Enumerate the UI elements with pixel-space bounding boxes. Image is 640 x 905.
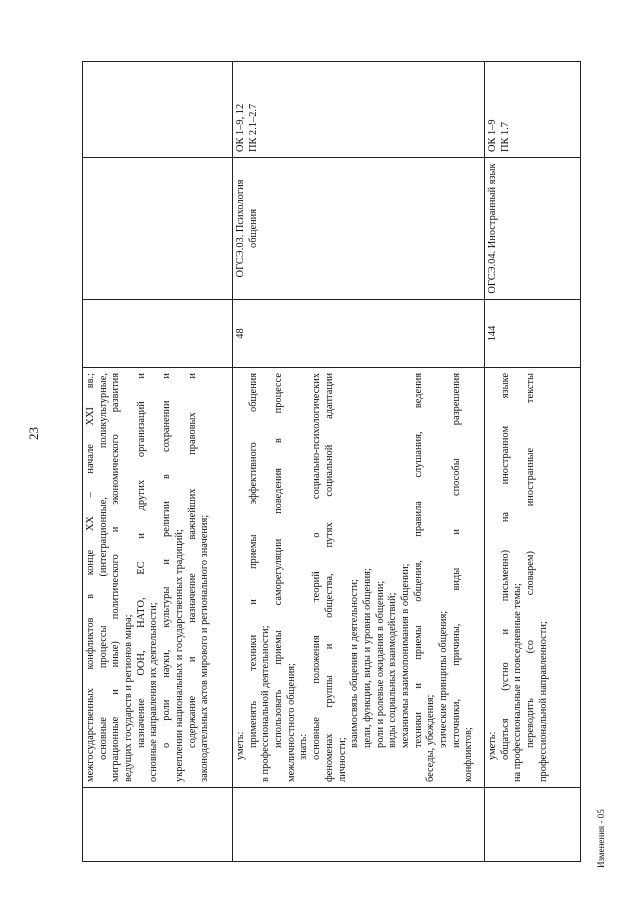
content-line: механизмы взаимопонимания в общении; — [399, 563, 411, 748]
content-line: миграционные и иные) политического и экономического развития — [110, 373, 122, 782]
table-row — [83, 62, 233, 862]
competency-codes-cell — [233, 62, 485, 158]
footer-note: Изменения - 05 — [596, 809, 606, 868]
content-line: назначение ООН, НАТО, ЕС и других организаций и — [135, 373, 147, 748]
content-line: источники, причины, виды и способы разрешения — [450, 373, 462, 748]
row-index-cell — [485, 788, 581, 862]
page-number: 23 — [26, 427, 41, 440]
content-line: основные направления их деятельности; — [148, 602, 160, 782]
curriculum-table — [82, 61, 581, 862]
content-line: уметь: — [235, 731, 246, 760]
content-line: межличностного общения; — [285, 663, 297, 782]
content-line: на профессиональные и повседневные темы; — [512, 583, 524, 782]
table-body — [83, 62, 581, 862]
content-line: основные процессы (интеграционные, поликультурные, — [97, 373, 109, 760]
competency-codes-cell — [83, 62, 233, 158]
row-index-cell — [83, 788, 233, 862]
competency-code: ПК 1.7 — [499, 121, 511, 152]
content-line: законодательных актов мирового и регионального значения; — [199, 514, 211, 782]
discipline-cell — [83, 158, 233, 300]
hours-cell: 144 — [485, 300, 581, 368]
competency-code: ОК 1–9 — [487, 119, 498, 152]
content-line: роли и ролевые ожидания в общении; — [374, 580, 386, 748]
content-line: о роли науки, культуры и религии в сохранении и — [161, 373, 173, 748]
content-line: применять техники и приемы эффективного общения — [247, 373, 259, 748]
content-line: знать: — [298, 733, 310, 760]
content-line: переводить (со словарем) иностранные тексты — [525, 373, 537, 748]
row-index-cell — [233, 788, 485, 862]
content-line: личности; — [336, 737, 348, 782]
content-cell — [233, 368, 485, 788]
content-line: межгосударственных конфликтов в конце XX – начале XXI вв.; — [85, 373, 96, 782]
discipline-cell: ОГСЭ.03. Психология общения — [233, 158, 485, 300]
competency-code: ПК 2.1–2.7 — [247, 103, 259, 152]
content-line: цели, функции, виды и уровни общения; — [361, 568, 373, 748]
content-line: беседы, убеждения; — [425, 694, 437, 782]
competency-codes-cell — [485, 62, 581, 158]
content-cell — [83, 368, 233, 788]
content-line: общаться (устно и письменно) на иностранном языке — [499, 373, 511, 760]
content-line: уметь: — [487, 731, 498, 760]
content-line: феноменах группы и общества, путях социальной адаптации — [323, 373, 335, 782]
content-line: этические принципы общения; — [438, 610, 449, 748]
content-line: виды социальных взаимодействий; — [387, 592, 399, 748]
content-line: техники и приемы общения, правила слушания, ведения — [412, 373, 424, 748]
hours-cell — [83, 300, 233, 368]
content-line: укреплении национальных и государственных традиций; — [173, 529, 185, 782]
competency-code: ОК 1–9, 12 — [235, 103, 246, 152]
content-line: в профессиональной деятельности; — [260, 625, 272, 782]
content-line: основные положения теорий о социально-психологических — [311, 373, 323, 760]
content-line: содержание и назначение важнейших правовых и — [186, 373, 198, 748]
content-line: профессиональной направленности; — [537, 621, 549, 782]
content-line: использовать приемы саморегуляции поведения в процессе — [273, 373, 285, 748]
content-line: взаимосвязь общения и деятельности; — [349, 579, 361, 748]
hours-cell: 48 — [233, 300, 485, 368]
curriculum-sheet — [82, 62, 582, 862]
table-row — [233, 62, 485, 862]
content-cell — [485, 368, 581, 788]
content-line: ведущих государств и регионов мира; — [123, 614, 135, 782]
table-row — [485, 62, 581, 862]
discipline-cell: ОГСЭ.04. Иностранный язык — [485, 158, 581, 300]
content-line: конфликтов; — [463, 727, 475, 782]
